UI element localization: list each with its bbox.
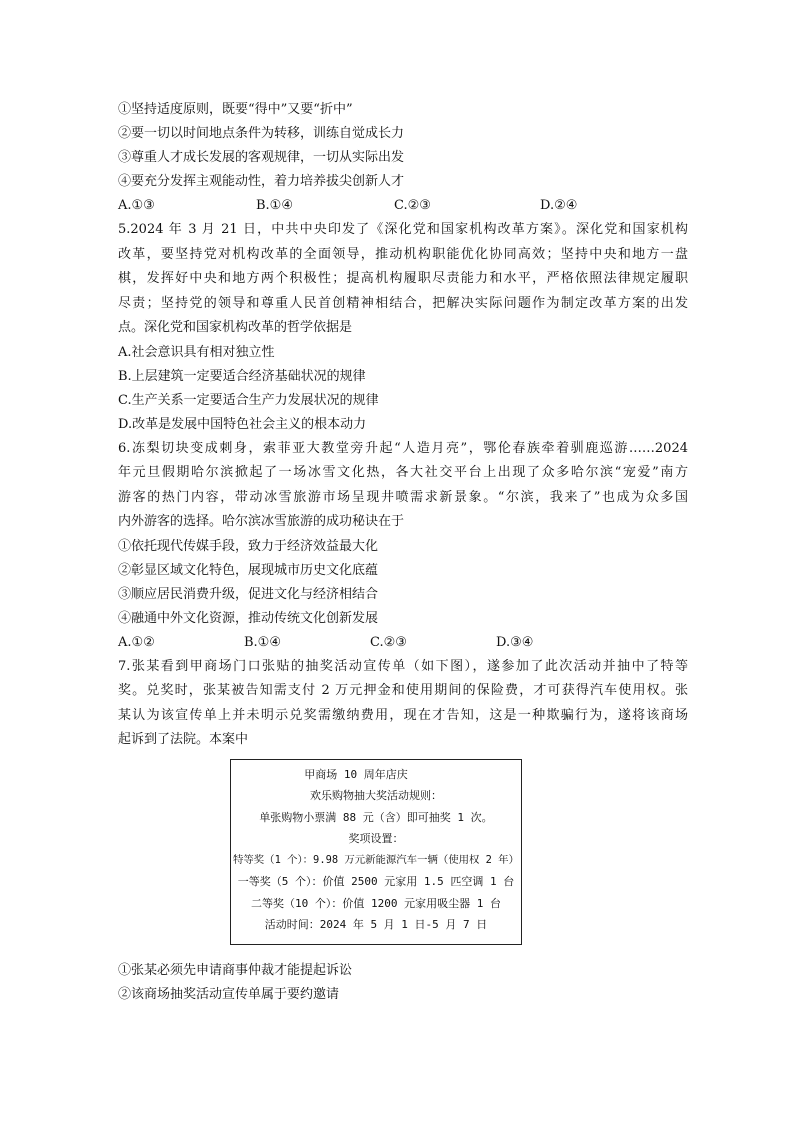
q6-option-d: D.③④ [496,634,534,650]
notice-line: 单张购物小票满 88 元（含）即可抽奖 1 次。 [259,810,493,824]
q4-item: ③尊重人才成长发展的客观规律，一切从实际出发 [118,150,405,165]
q6-option-a: A.①② [118,634,155,650]
q6-stem-line: 游客的热门内容，带动冰雪旅游市场呈现井喷需求新景象。“尔滨，我来了”也成为众多国 [118,489,688,505]
q4-item: ④要充分发挥主观能动性，着力培养拔尖创新人才 [118,174,405,189]
q6-item: ③顺应居民消费升级，促进文化与经济相结合 [118,586,379,602]
q7-stem-line: 起诉到了法院。本案中 [118,732,249,747]
q5-option-a: A.社会意识具有相对独立性 [118,344,275,360]
q4-option-b: B.①④ [256,198,293,213]
q5-stem-line: 棋，发挥好中央和地方两个积极性；提高机构履职尽责能力和水平，严格依照法律规定履职 [118,271,688,286]
q5-stem-line: 尽责；坚持党的领导和尊重人民首创精神相结合，把解决实际问题作为制定改革方案的出发 [118,295,688,311]
q5-option-b: B.上层建筑一定要适合经济基础状况的规律 [118,368,366,384]
notice-title: 甲商场 10 周年店庆 [304,767,408,781]
q7-item: ②该商场抽奖活动宣传单属于要约邀请 [118,986,340,1002]
q6-options [118,631,688,655]
q6-option-c: C.②③ [370,634,407,650]
q6-stem-line: 6.冻梨切块变成刺身，索菲亚大教堂旁升起“人造月亮”，鄂伦春族牵着驯鹿巡游……2024 [118,440,688,456]
q7-item: ①张某必须先申请商事仲裁才能提起诉讼 [118,962,353,978]
q6-stem [118,437,688,535]
q4-item: ①坚持适度原则，既要“得中”又要“折中” [118,102,353,117]
q4-option-a: A.①③ [118,198,155,213]
q6-stem-line: 年元旦假期哈尔滨掀起了一场冰雪文化热，各大社交平台上出现了众多哈尔滨“宠爱”南方 [118,465,688,480]
q4-option-d: D.②④ [540,198,578,213]
notice-line: 奖项设置： [348,832,404,845]
q4-item: ②要一切以时间地点条件为转移，训练自觉成长力 [118,126,405,141]
notice-line: 活动时间：2024 年 5 月 1 日-5 月 7 日 [264,918,488,931]
lottery-notice-box [230,759,522,945]
q5-stem-line: 点。深化党和国家机构改革的哲学依据是 [118,320,353,335]
q7-stem [118,655,688,753]
exam-page [118,98,688,1007]
q6-option-b: B.①④ [244,634,281,650]
q5-stem [118,218,688,341]
q4-option-c: C.②③ [394,198,431,213]
q6-item: ④融通中外文化资源，推动传统文化创新发展 [118,610,379,626]
q5-stem-line: 5.2024 年 3 月 21 日，中共中央印发了《深化党和国家机构改革方案》。深化党和国家机构 [118,222,688,237]
q5-stem-line: 改革，要坚持党对机构改革的全面领导，推动机构职能优化协同高效；坚持中央和地方一盘 [118,246,688,262]
q6-item: ②彰显区域文化特色，展现城市历史文化底蕴 [118,562,379,578]
q5-option-c: C.生产关系一定要适合生产力发展状况的规律 [118,392,379,408]
q4-options [118,194,688,218]
q6-item: ①依托现代传媒手段，致力于经济效益最大化 [118,538,379,554]
q6-stem-line: 内外游客的选择。哈尔滨冰雪旅游的成功秘诀在于 [118,514,405,529]
notice-line: 特等奖（1 个）：9.98 万元新能源汽车一辆（使用权 2 年） [233,853,519,866]
notice-line: 欢乐购物抽大奖活动规则： [310,789,442,802]
q7-stem-line: 7.张某看到甲商场门口张贴的抽奖活动宣传单（如下图），遂参加了此次活动并抽中了特等 [118,658,688,674]
q7-stem-line: 奖。兑奖时，张某被告知需支付 2 万元押金和使用期间的保险费，才可获得汽车使用权。张 [118,683,688,698]
notice-line: 二等奖（10 个）：价值 1200 元家用吸尘器 1 台 [251,896,501,910]
q7-stem-line: 某认为该宣传单上并未明示兑奖需缴纳费用，现在才告知，这是一种欺骗行为，遂将该商场 [118,707,688,723]
notice-line: 一等奖（5 个）：价值 2500 元家用 1.5 匹空调 1 台 [237,875,515,888]
q5-option-d: D.改革是发展中国特色社会主义的根本动力 [118,416,367,432]
